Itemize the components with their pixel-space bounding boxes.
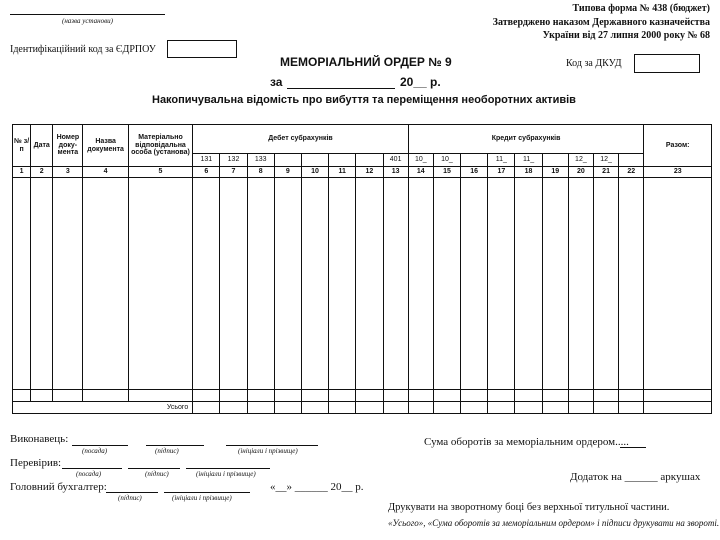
total-cell[interactable] <box>220 402 247 414</box>
total-cell[interactable] <box>593 402 618 414</box>
column-number: 4 <box>83 167 128 178</box>
debit-account <box>356 154 383 167</box>
period-prefix: за <box>270 75 283 89</box>
header-credit: Кредит субрахунків <box>408 125 644 154</box>
column-number: 7 <box>220 167 247 178</box>
turnover-line[interactable] <box>620 447 646 448</box>
checked-cap-signature: (підпис) <box>145 470 169 478</box>
table-cell[interactable] <box>619 390 644 402</box>
header-debit: Дебет субрахунків <box>193 125 409 154</box>
table-cell[interactable] <box>301 390 328 402</box>
table-cell[interactable] <box>193 178 220 390</box>
table-cell[interactable] <box>461 390 488 402</box>
debit-account <box>329 154 356 167</box>
table-cell[interactable] <box>542 390 568 402</box>
column-number: 9 <box>274 167 301 178</box>
column-number: 19 <box>542 167 568 178</box>
total-cell[interactable] <box>408 402 433 414</box>
table-cell[interactable] <box>83 178 128 390</box>
column-number: 5 <box>128 167 192 178</box>
total-cell[interactable] <box>461 402 488 414</box>
table-cell[interactable] <box>53 178 83 390</box>
column-number: 12 <box>356 167 383 178</box>
edrpou-label: Ідентифікаційний код за ЄДРПОУ <box>10 44 156 55</box>
table-cell[interactable] <box>329 390 356 402</box>
table-cell[interactable] <box>515 390 542 402</box>
order-title: МЕМОРІАЛЬНИЙ ОРДЕР № 9 <box>280 55 452 69</box>
credit-account: 11_ <box>488 154 515 167</box>
credit-account: 10_ <box>408 154 433 167</box>
table-cell[interactable] <box>53 390 83 402</box>
table-cell[interactable] <box>488 178 515 390</box>
table-cell[interactable] <box>247 390 274 402</box>
checked-position-line[interactable] <box>62 468 122 469</box>
table-cell[interactable] <box>13 390 31 402</box>
table-cell[interactable] <box>383 390 408 402</box>
checked-label: Перевірив: <box>10 457 62 469</box>
total-cell[interactable] <box>356 402 383 414</box>
approved-line-1: Затверджено наказом Державного казначейства <box>492 17 710 28</box>
total-cell[interactable] <box>542 402 568 414</box>
total-row-label: Усього <box>13 402 193 414</box>
table-cell[interactable] <box>461 178 488 390</box>
executor-initials-line[interactable] <box>226 445 318 446</box>
header-date: Дата <box>31 125 53 167</box>
column-number: 11 <box>329 167 356 178</box>
header-doc-number: Номер доку-мента <box>53 125 83 167</box>
chief-initials-line[interactable] <box>164 492 250 493</box>
total-cell[interactable] <box>247 402 274 414</box>
edrpou-code-box[interactable] <box>167 40 237 58</box>
table-cell[interactable] <box>301 178 328 390</box>
table-cell[interactable] <box>274 390 301 402</box>
credit-account: 12_ <box>593 154 618 167</box>
table-cell[interactable] <box>83 390 128 402</box>
dkud-code-box[interactable] <box>634 54 700 73</box>
checked-cap-position: (посада) <box>76 470 102 478</box>
table-cell[interactable] <box>31 390 53 402</box>
checked-signature-line[interactable] <box>128 468 180 469</box>
credit-account <box>542 154 568 167</box>
table-cell[interactable] <box>128 390 192 402</box>
table-cell[interactable] <box>619 178 644 390</box>
debit-account: 401 <box>383 154 408 167</box>
total-cell[interactable] <box>644 402 712 414</box>
column-number: 16 <box>461 167 488 178</box>
table-cell[interactable] <box>31 178 53 390</box>
total-cell[interactable] <box>433 402 460 414</box>
table-cell[interactable] <box>568 178 593 390</box>
table-cell[interactable] <box>329 178 356 390</box>
chief-signature-line[interactable] <box>106 492 158 493</box>
checked-initials-line[interactable] <box>186 468 270 469</box>
total-cell[interactable] <box>301 402 328 414</box>
chief-label: Головний бухгалтер: <box>10 481 107 493</box>
chief-cap-initials: (ініціали і прізвище) <box>172 494 232 502</box>
table-cell[interactable] <box>515 178 542 390</box>
table-cell[interactable] <box>408 390 433 402</box>
header-total: Разом: <box>644 125 712 167</box>
executor-position-line[interactable] <box>72 445 128 446</box>
column-number: 18 <box>515 167 542 178</box>
credit-account: 12_ <box>568 154 593 167</box>
table-cell[interactable] <box>644 390 712 402</box>
table-cell[interactable] <box>128 178 192 390</box>
debit-account: 131 <box>193 154 220 167</box>
total-cell[interactable] <box>274 402 301 414</box>
subtitle: Накопичувальна відомість про вибуття та переміщення необоротних активів <box>152 94 576 106</box>
table-cell[interactable] <box>542 178 568 390</box>
executor-cap-initials: (ініціали і прізвище) <box>238 447 298 455</box>
column-number: 15 <box>433 167 460 178</box>
column-number: 8 <box>247 167 274 178</box>
turnover-label: Сума оборотів за меморіальним ордером..... <box>424 436 629 448</box>
total-cell[interactable] <box>488 402 515 414</box>
table-cell[interactable] <box>433 390 460 402</box>
dkud-label: Код за ДКУД <box>566 58 622 69</box>
table-cell[interactable] <box>356 178 383 390</box>
header-responsible: Матеріально відповідальна особа (установа) <box>128 125 192 167</box>
credit-account <box>461 154 488 167</box>
executor-cap-signature: (підпис) <box>155 447 179 455</box>
table-cell[interactable] <box>356 390 383 402</box>
table-cell[interactable] <box>488 390 515 402</box>
credit-account: 11_ <box>515 154 542 167</box>
main-table <box>12 124 712 414</box>
table-cell[interactable] <box>593 178 618 390</box>
total-cell[interactable] <box>193 402 220 414</box>
total-cell[interactable] <box>383 402 408 414</box>
table-cell[interactable] <box>247 178 274 390</box>
table-cell[interactable] <box>220 178 247 390</box>
column-number: 6 <box>193 167 220 178</box>
column-number: 21 <box>593 167 618 178</box>
total-cell[interactable] <box>329 402 356 414</box>
period-year: 20__ р. <box>400 75 441 89</box>
credit-account: 10_ <box>433 154 460 167</box>
column-number: 3 <box>53 167 83 178</box>
form-type: Типова форма № 438 (бюджет) <box>572 3 710 14</box>
table-cell[interactable] <box>274 178 301 390</box>
table-cell[interactable] <box>13 178 31 390</box>
table-cell[interactable] <box>433 178 460 390</box>
column-number: 2 <box>31 167 53 178</box>
executor-cap-position: (посада) <box>82 447 108 455</box>
table-cell[interactable] <box>220 390 247 402</box>
table-cell[interactable] <box>593 390 618 402</box>
executor-label: Виконавець: <box>10 433 69 445</box>
institution-line[interactable] <box>10 14 165 15</box>
chief-date: «__» ______ 20__ р. <box>270 481 364 493</box>
approved-line-2: України від 27 липня 2000 року № 68 <box>542 30 710 41</box>
debit-account: 133 <box>247 154 274 167</box>
attachment-label: Додаток на ______ аркушах <box>570 471 701 483</box>
table-cell[interactable] <box>644 178 712 390</box>
debit-account: 132 <box>220 154 247 167</box>
chief-cap-signature: (підпис) <box>118 494 142 502</box>
institution-caption: (назва установи) <box>62 17 113 25</box>
column-number: 20 <box>568 167 593 178</box>
table-cell[interactable] <box>568 390 593 402</box>
print-note-2: «Усього», «Сума оборотів за меморіальним ордером» і підписи друкувати на звороті. <box>388 518 720 528</box>
total-cell[interactable] <box>568 402 593 414</box>
total-cell[interactable] <box>515 402 542 414</box>
checked-cap-initials: (ініціали і прізвище) <box>196 470 256 478</box>
column-number: 23 <box>644 167 712 178</box>
column-number: 1 <box>13 167 31 178</box>
credit-account <box>619 154 644 167</box>
table-cell[interactable] <box>383 178 408 390</box>
debit-account <box>274 154 301 167</box>
period-line[interactable] <box>287 88 395 89</box>
header-no: № з/п <box>13 125 31 167</box>
debit-account <box>301 154 328 167</box>
column-number: 22 <box>619 167 644 178</box>
column-number: 14 <box>408 167 433 178</box>
column-number: 17 <box>488 167 515 178</box>
header-doc-name: Назва документа <box>83 125 128 167</box>
column-number: 10 <box>301 167 328 178</box>
table-cell[interactable] <box>408 178 433 390</box>
total-cell[interactable] <box>619 402 644 414</box>
print-note-1: Друкувати на зворотному боці без верхньої титульної частини. <box>388 502 670 513</box>
table-cell[interactable] <box>193 390 220 402</box>
executor-signature-line[interactable] <box>146 445 204 446</box>
column-number: 13 <box>383 167 408 178</box>
